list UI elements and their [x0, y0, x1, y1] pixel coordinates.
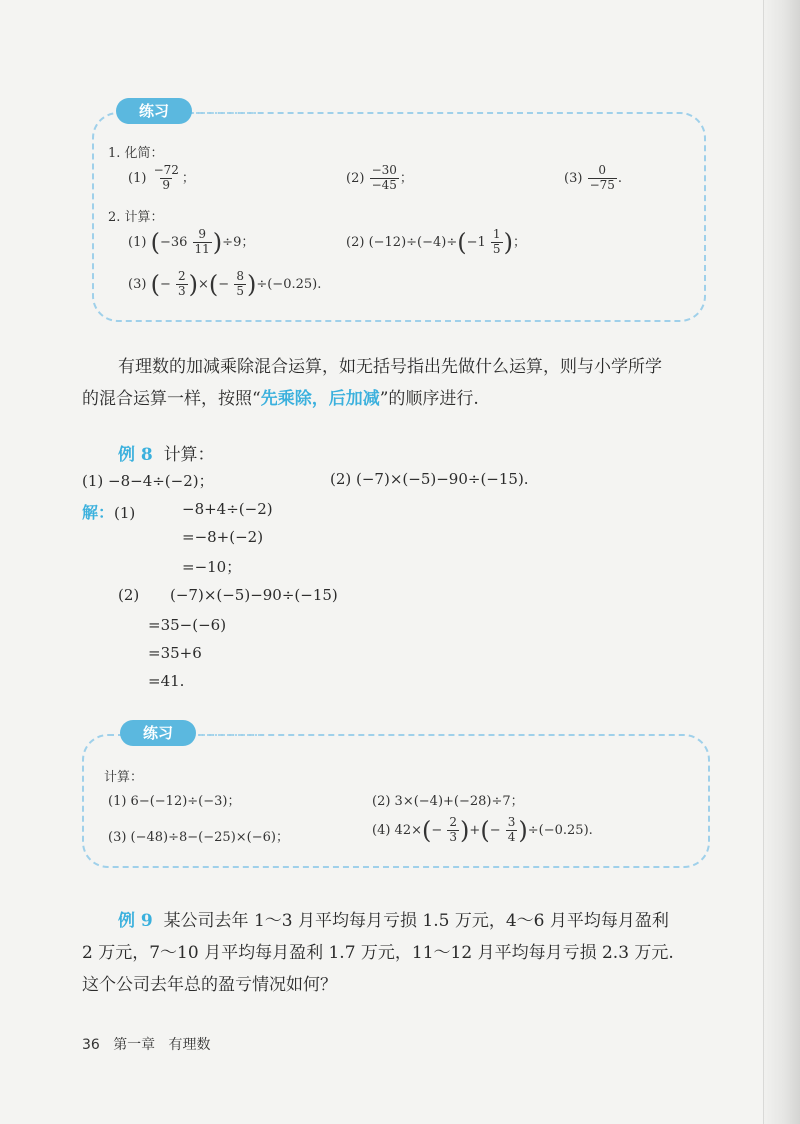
q1-item-1: (1) $\frac{-72}{9}$ ； [128, 163, 195, 192]
tab-dots [196, 112, 256, 114]
example-9-line-1: 例 9 某公司去年 1～3 月平均每月亏损 1.5 万元，4～6 月平均每月盈利 [118, 911, 669, 931]
exercise-2-item-1: (1) 6−(−12)÷(−3)； [108, 794, 241, 809]
fraction: $\frac{1}{5}$ [492, 227, 501, 256]
fraction: $\frac{3}{4}$ [507, 815, 516, 844]
page-footer [82, 1034, 211, 1054]
exercise-2-item-4: (4) 42×(− $\frac{2}{3}$ )+(− $\frac{3}{4}$ )÷(−0.25). [372, 815, 593, 845]
example-8-heading: 例 8 计算： [118, 445, 215, 465]
highlight-rule: 先乘除，后加减 [260, 389, 380, 409]
example-8-label: 例 8 [118, 445, 153, 465]
page-number: 36 [82, 1037, 100, 1053]
question-2-label: 2. 计算： [108, 210, 164, 225]
exercise-2-title: 计算： [104, 770, 144, 785]
fraction: $\frac{0}{-75}$ [589, 163, 615, 192]
paragraph-line-2: 的混合运算一样，按照“先乘除，后加减”的顺序进行. [82, 389, 479, 409]
tab-dots [200, 734, 260, 736]
fraction: $\frac{2}{3}$ [449, 815, 458, 844]
solution-1-line-1: −8+4÷(−2) [182, 500, 273, 518]
chapter-label: 第一章 [113, 1037, 156, 1053]
fraction: $\frac{-30}{-45}$ [371, 163, 397, 192]
q1-item-2: (2) $\frac{-30}{-45}$ ； [346, 163, 413, 192]
solution-2-line-4: =41. [148, 672, 185, 690]
chapter-title: 有理数 [168, 1037, 211, 1053]
q2-item-1: (1) (−36 $\frac{9}{11}$ )÷9； [128, 227, 255, 257]
q2-item-3: (3) (− $\frac{2}{3}$ )×(− $\frac{8}{5}$ )÷(−0.25). [128, 269, 322, 299]
exercise-tab: 练习 [120, 720, 196, 746]
solution-label-row: 解：(1) [82, 503, 136, 522]
paragraph-line-1: 有理数的加减乘除混合运算，如无括号指出先做什么运算，则与小学所学 [118, 357, 662, 377]
fraction: $\frac{-72}{9}$ [153, 163, 179, 192]
question-1-label: 1. 化简： [108, 146, 164, 161]
example-8-part-1: (1) −8−4÷(−2)； [82, 472, 214, 490]
solution-1-line-2: =−8+(−2) [182, 528, 264, 546]
example-9-line-2: 2 万元，7～10 月平均每月盈利 1.7 万元，11～12 月平均每月亏损 2.3 万元. [82, 943, 674, 963]
q1-item-3: (3) $\frac{0}{-75}$ . [564, 163, 623, 192]
solution-2-line-1: (−7)×(−5)−90÷(−15) [170, 586, 338, 604]
fraction: $\frac{2}{3}$ [177, 269, 186, 298]
page-edge [763, 0, 800, 1124]
example-9-label: 例 9 [118, 911, 153, 931]
example-8-part-2: (2) (−7)×(−5)−90÷(−15). [330, 470, 529, 488]
solution-2-line-2: =35−(−6) [148, 616, 227, 634]
fraction: $\frac{9}{11}$ [194, 227, 210, 256]
exercise-2-item-2: (2) 3×(−4)+(−28)÷7； [372, 794, 524, 809]
solution-2-index: (2) [118, 586, 140, 604]
solution-label: 解： [82, 503, 115, 522]
q2-item-2: (2) (−12)÷(−4)÷(−1 $\frac{1}{5}$ )； [346, 227, 526, 257]
solution-1-line-3: =−10； [182, 558, 242, 576]
example-9-line-3: 这个公司去年总的盈亏情况如何？ [82, 975, 337, 995]
solution-2-line-3: =35+6 [148, 644, 202, 662]
exercise-2-item-3: (3) (−48)÷8−(−25)×(−6)； [108, 830, 289, 845]
fraction: $\frac{8}{5}$ [236, 269, 244, 298]
exercise-tab: 练习 [116, 98, 192, 124]
